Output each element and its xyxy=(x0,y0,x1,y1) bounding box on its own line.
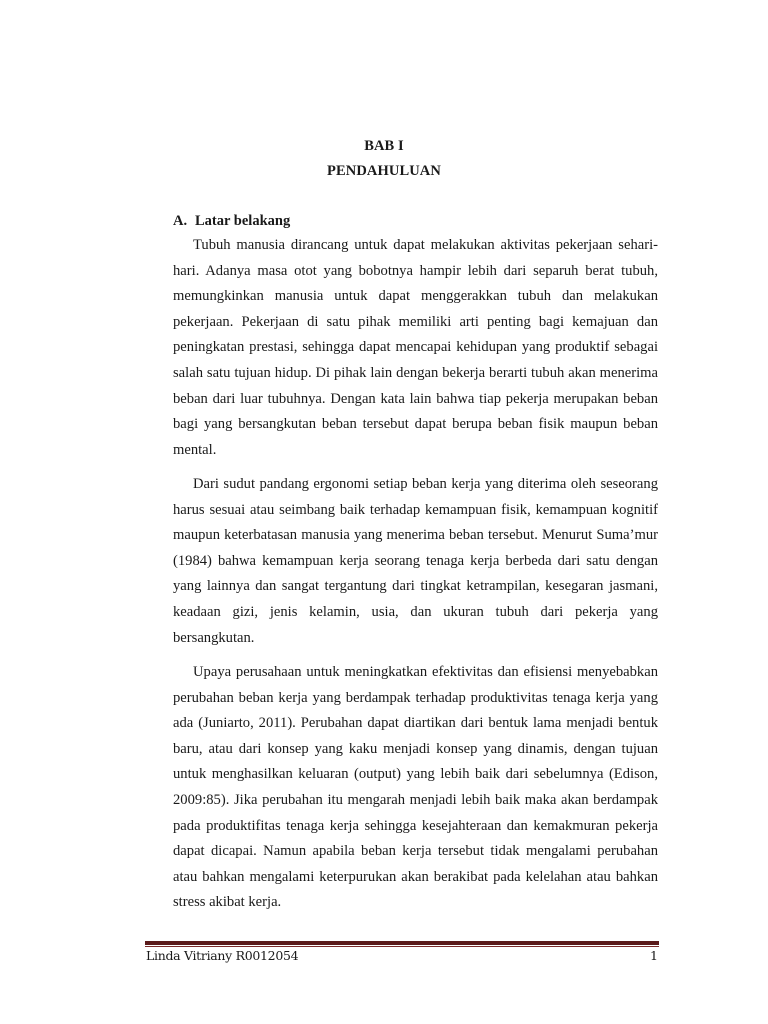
footer-author: Linda Vitriany R0012054 xyxy=(146,948,299,963)
section-title: Latar belakang xyxy=(195,213,291,229)
section-heading xyxy=(173,213,290,230)
chapter-title: PENDAHULUAN xyxy=(327,163,441,179)
paragraph-1: Tubuh manusia dirancang untuk dapat melakukan aktivitas pekerjaan sehari-hari. Adanya masa otot yang bobotnya hampir lebih dari separuh berat tubuh, memungkinkan manusia untuk dapat menggerakkan tubuh dan melakukan pekerjaan. Pekerjaan di satu pihak memiliki arti penting bagi kemajuan dan peningkatan prestasi, sehingga dapat mencapai kehidupan yang produktif sebagai salah satu tujuan hidup. Di pihak lain dengan bekerja berarti tubuh akan menerima beban dari luar tubuhnya. Dengan kata lain bahwa tiap pekerja merupakan beban bagi yang bersangkutan beban tersebut dapat berupa beban fisik maupun beban mental. xyxy=(173,237,658,458)
paragraph-3: Upaya perusahaan untuk meningkatkan efektivitas dan efisiensi menyebabkan perubahan beban kerja yang berdampak terhadap produktivitas tenaga kerja yang ada (Juniarto, 2011). Perubahan dapat diartikan dari bentuk lama menjadi bentuk baru, atau dari konsep yang kaku menjadi konsep yang dinamis, dengan tujuan untuk menghasilkan keluaran (output) yang lebih baik dari sebelumnya (Edison, 2009:85). Jika perubahan itu mengarah menjadi lebih baik maka akan berdampak pada produktifitas tenaga kerja sehingga kesejahteraan dan kemakmuran pekerja dapat dicapai. Namun apabila beban kerja tersebut tidak mengalami perubahan atau bahkan mengalami keterpurukan akan berakibat pada kelelahan atau bahkan stress akibat kerja. xyxy=(173,664,658,911)
footer-rule-thick xyxy=(145,941,659,945)
section-number: A. xyxy=(173,213,188,229)
paragraph-2: Dari sudut pandang ergonomi setiap beban kerja yang diterima oleh seseorang harus sesuai atau seimbang baik terhadap kemampuan fisik, kemampuan kognitif maupun keterbatasan manusia yang menerima beban tersebut. Menurut Suma’mur (1984) bahwa kemampuan kerja seorang tenaga kerja berbeda dari satu dengan yang lainnya dan sangat tergantung dari tingkat ketrampilan, kesegaran jasmani, keadaan gizi, jenis kelamin, usia, dan ukuran tubuh dari pekerja yang bersangkutan. xyxy=(173,476,658,646)
page-number: 1 xyxy=(650,948,658,963)
chapter-label: BAB I xyxy=(364,138,404,154)
footer-rule-thin xyxy=(145,946,659,947)
